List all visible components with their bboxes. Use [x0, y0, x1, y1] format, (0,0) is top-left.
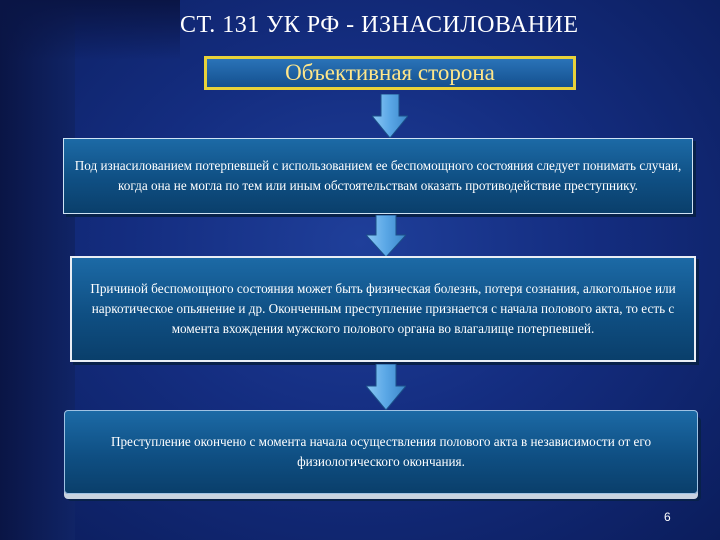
subtitle-box [204, 56, 576, 90]
down-arrow-icon [366, 215, 406, 257]
down-arrow-icon [372, 94, 408, 138]
cause-text: Причиной беспомощного состояния может быть физическая болезнь, потеря сознания, алкогольное или наркотическое опьянение и др. Оконченным преступление признается с начала полового акта, то есть с момента вхождения мужского полового органа во влагалище потерпевшей. [90, 281, 676, 336]
slide-title: СТ. 131 УК РФ - ИЗНАСИЛОВАНИЕ [180, 12, 579, 38]
corner-shade [0, 0, 180, 60]
subtitle-text: Объективная сторона [285, 60, 495, 85]
page-number: 6 [664, 510, 671, 524]
cause-block [70, 256, 696, 362]
definition-block [63, 138, 693, 214]
down-arrow-icon [366, 364, 406, 410]
definition-text: Под изнасилованием потерпевшей с использованием ее беспомощного состояния следует понимать случаи, когда она не могла по тем или иным обстоятельствам оказать противодействие преступнику. [74, 158, 682, 193]
completion-text: Преступление окончено с момента начала осуществления полового акта в независимости от его физиологического окончания. [110, 434, 652, 469]
completion-block [64, 410, 698, 494]
